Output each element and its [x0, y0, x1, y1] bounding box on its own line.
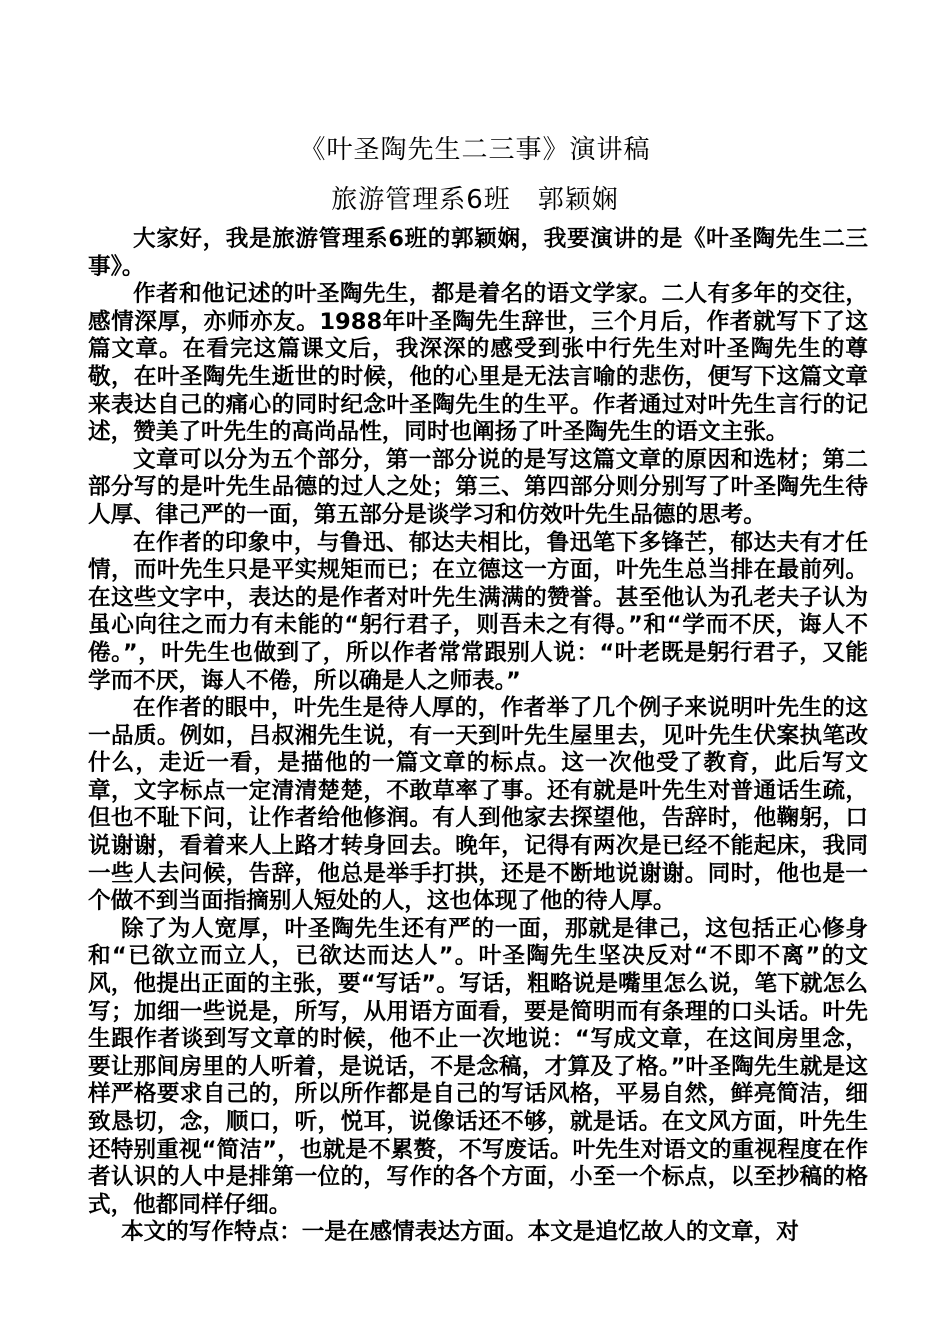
- document-title: 《叶圣陶先生二三事》演讲稿: [299, 135, 651, 165]
- paragraph-kindness: 在作者的眼中，叶先生是待人厚的，作者举了几个例子来说明叶先生的这一品质。例如，吕叔湘先生说，有一天到叶先生屋里去，见叶先生伏案执笔改什么，走近一看，是描他的一篇文章的标点。这一次他受了教育，此后写文章，文字标点一定清清楚楚，不敢草率了事。还有就是叶先生对普通话生疏，但也不耻下问，让作者给他修润。有人到他家去探望他，告辞时，他鞠躬，口说谢谢，看着来人上路才转身回去。晚年，记得有两次是已经不能起床，我同一些人去问候，告辞，他总是举手打拱，还是不断地说谢谢。同时，他也是一个做不到当面指摘别人短处的人，这也体现了他的待人厚。: [88, 695, 868, 915]
- document-body: [88, 226, 868, 1247]
- document-subtitle: 旅游管理系6班 郭颖娴: [331, 185, 619, 215]
- paragraph-self-discipline: 除了为人宽厚，叶圣陶先生还有严的一面，那就是律己，这包括正心修身和“已欲立而立人，已欲达而达人”。叶圣陶先生坚决反对“不即不离”的文风，他提出正面的主张，要“写话”。写话，粗略说是嘴里怎么说，笔下就怎么写；加细一些说是，所写，从用语方面看，要是简明而有条理的口头话。叶先生跟作者谈到写文章的时候，他不止一次地说：“写成文章，在这间房里念，要让那间房里的人听着，是说话，不是念稿，才算及了格。”叶圣陶先生就是这样严格要求自己的，所以所作都是自己的写话风格，平易自然，鲜亮简洁，细致恳切，念，顺口，听，悦耳，说像话还不够，就是话。在文风方面，叶先生还特别重视“简洁”，也就是不累赘，不写废话。叶先生对语文的重视程度在作者认识的人中是排第一位的，写作的各个方面，小至一个标点，以至抄稿的格式，他都同样仔细。: [88, 915, 868, 1218]
- paragraph-structure: 文章可以分为五个部分，第一部分说的是写这篇文章的原因和选材；第二部分写的是叶先生品德的过人之处；第三、第四部分则分别写了叶圣陶先生待人厚、律己严的一面，第五部分是谈学习和仿效叶先生品德的思考。: [88, 446, 868, 528]
- paragraph-impression: 在作者的印象中，与鲁迅、郁达夫相比，鲁迅笔下多锋芒，郁达夫有才任情，而叶先生只是平实规矩而已；在立德这一方面，叶先生总当排在最前列。在这些文字中，表达的是作者对叶先生满满的赞誉。甚至他认为孔老夫子认为虽心向往之而力有未能的“躬行君子，则吾未之有得。”和“学而不厌，诲人不倦。”，叶先生也做到了，所以作者常常跟别人说：“叶老既是躬行君子，又能学而不厌，诲人不倦，所以确是人之师表。”: [88, 529, 868, 694]
- paragraph-background: 作者和他记述的叶圣陶先生，都是着名的语文学家。二人有多年的交往，感情深厚，亦师亦友。1988年叶圣陶先生辞世，三个月后，作者就写下了这篇文章。在看完这篇课文后，我深深的感受到张中行先生对叶圣陶先生的尊敬，在叶圣陶先生逝世的时候，他的心里是无法言喻的悲伤，便写下这篇文章来表达自己的痛心的同时纪念叶圣陶先生的生平。作者通过对叶先生言行的记述，赞美了叶先生的高尚品性，同时也阐扬了叶圣陶先生的语文主张。: [88, 281, 868, 446]
- paragraph-greeting: 大家好，我是旅游管理系6班的郭颖娴，我要演讲的是《叶圣陶先生二三事》。: [88, 226, 868, 280]
- paragraph-writing-features: 本文的写作特点：一是在感情表达方面。本文是追忆故人的文章，对: [121, 1219, 799, 1246]
